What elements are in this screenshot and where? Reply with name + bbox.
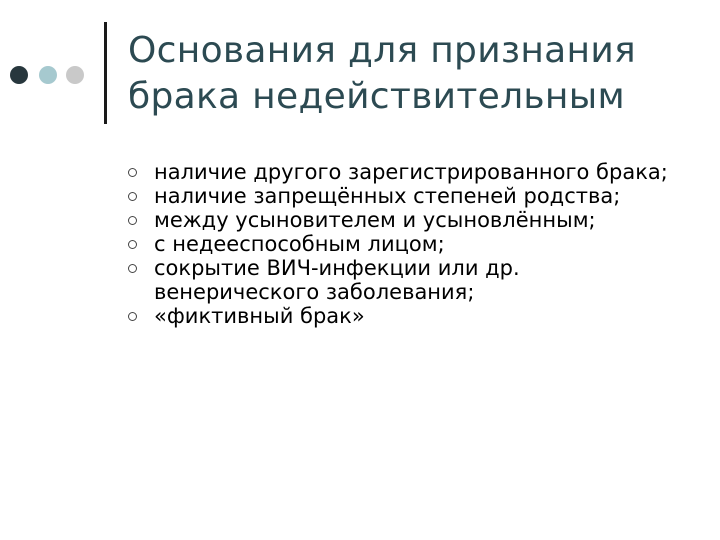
bullet-text: наличие запрещённых степеней родства; bbox=[154, 184, 621, 208]
bullet-item bbox=[128, 184, 688, 208]
dark-dot-icon bbox=[10, 66, 28, 84]
bullet-text: между усыновителем и усыновлённым; bbox=[154, 208, 596, 232]
bullet-circle-icon bbox=[128, 240, 137, 249]
slide-title: Основания для признания брака недействительным bbox=[128, 30, 637, 117]
bullet-item bbox=[128, 304, 688, 328]
bullet-circle-icon bbox=[128, 312, 137, 321]
bullet-item bbox=[128, 232, 688, 256]
bullet-item bbox=[128, 160, 688, 184]
bullet-text: «фиктивный брак» bbox=[154, 304, 365, 328]
bullet-item bbox=[128, 208, 688, 232]
bullet-text: с недееспособным лицом; bbox=[154, 232, 445, 256]
bullet-text: сокрытие ВИЧ-инфекции или др. венерического заболевания; bbox=[154, 256, 520, 304]
title-divider bbox=[104, 22, 107, 124]
bullet-circle-icon bbox=[128, 264, 137, 273]
bullet-circle-icon bbox=[128, 168, 137, 177]
bullet-list bbox=[128, 160, 688, 328]
bullet-circle-icon bbox=[128, 216, 137, 225]
grey-dot-icon bbox=[66, 66, 84, 84]
bullet-item bbox=[128, 256, 688, 304]
bullet-text: наличие другого зарегистрированного брака; bbox=[154, 160, 668, 184]
bullet-circle-icon bbox=[128, 192, 137, 201]
light-blue-dot-icon bbox=[39, 66, 57, 84]
